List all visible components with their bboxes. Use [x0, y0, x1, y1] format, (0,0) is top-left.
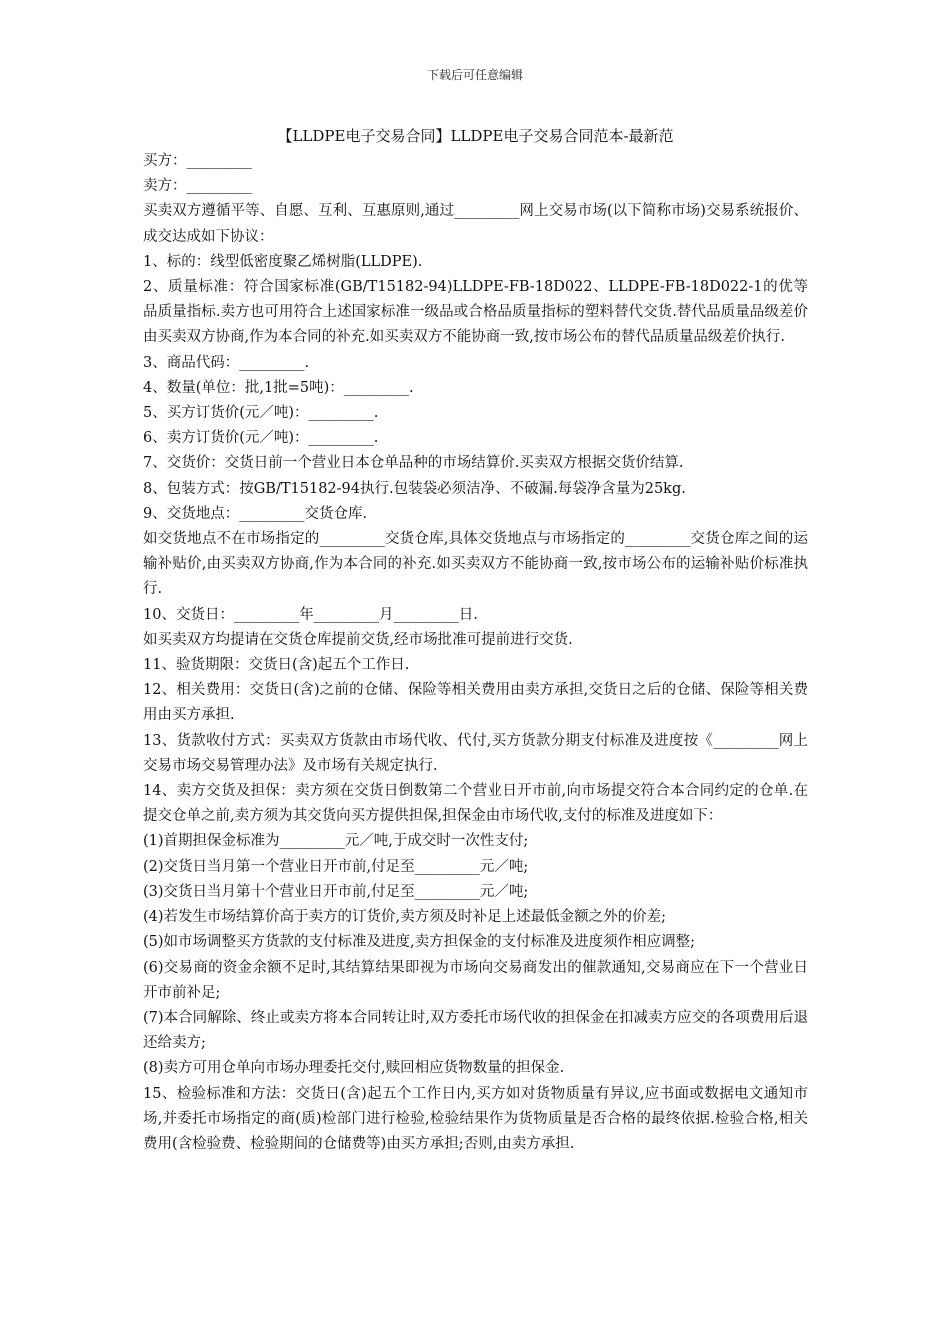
contract-paragraph: (4)若发生市场结算价高于卖方的订货价,卖方须及时补足上述最低金额之外的价差; [143, 909, 667, 926]
contract-paragraph: 卖方：_________ [143, 178, 252, 195]
contract-paragraph: 6、卖方订货价(元／吨)：_________. [143, 430, 379, 447]
contract-paragraph: 12、相关费用：交货日(含)之前的仓储、保险等相关费用由卖方承担,交货日之后的仓储、保险等相关费用由买方承担. [143, 682, 808, 724]
contract-paragraph: (5)如市场调整买方货款的支付标准及进度,卖方担保金的支付标准及进度须作相应调整; [143, 934, 696, 951]
contract-paragraph: 5、买方订货价(元／吨)：_________. [143, 405, 379, 422]
contract-paragraph: 7、交货价：交货日前一个营业日本仓单品种的市场结算价.买卖双方根据交货价结算. [143, 455, 684, 472]
contract-paragraph: (8)卖方可用仓单向市场办理委托交付,赎回相应货物数量的担保金. [143, 1060, 565, 1077]
contract-paragraph: 买方：_________ [143, 153, 252, 169]
contract-paragraph: (3)交货日当月第十个营业日开市前,付足至_________元／吨; [143, 883, 529, 900]
header-note: 下载后可任意编辑 [426, 68, 523, 82]
document-body [143, 149, 808, 1157]
contract-paragraph: 8、包装方式：按GB/T15182-94执行.包装袋必须洁净、不破漏.每袋净含量为25kg. [143, 480, 686, 497]
contract-paragraph: (2)交货日当月第一个营业日开市前,付足至_________元／吨; [143, 858, 529, 875]
contract-paragraph: 买卖双方遵循平等、自愿、互利、互惠原则,通过_________网上交易市场(以下简称市场)交易系统报价、成交达成如下协议： [143, 203, 808, 245]
contract-paragraph: 13、货款收付方式：买卖双方货款由市场代收、代付,买方货款分期支付标准及进度按《_________网上交易市场交易管理办法》及市场有关规定执行. [143, 732, 808, 774]
contract-paragraph: 14、卖方交货及担保：卖方须在交货日倒数第二个营业日开市前,向市场提交符合本合同约定的仓单.在提交仓单之前,卖方须为其交货向买方提供担保,担保金由市场代收,支付的标准及进度如下： [143, 783, 808, 825]
contract-paragraph: 如买卖双方均提请在交货仓库提前交货,经市场批准可提前进行交货. [143, 631, 573, 648]
contract-paragraph: 10、交货日：_________年_________月_________日. [143, 606, 478, 623]
contract-paragraph: 如交货地点不在市场指定的_________交货仓库,具体交货地点与市场指定的_________交货仓库之间的运输补贴价,由买卖双方协商,作为本合同的补充.如买卖双方不能协商一致,按市场公布的运输补贴价标准执行. [143, 531, 808, 598]
contract-paragraph: 1、标的：线型低密度聚乙烯树脂(LLDPE). [143, 253, 423, 270]
contract-paragraph: 4、数量(单位：批,1批=5吨)：_________. [143, 379, 414, 396]
document-title: 【LLDPE电子交易合同】LLDPE电子交易合同范本-最新范 [277, 127, 674, 145]
contract-paragraph: 2、质量标准：符合国家标准(GB/T15182-94)LLDPE-FB-18D022、LLDPE-FB-18D022-1的优等品质量指标.卖方也可用符合上述国家标准一级品或合格品质量指标的塑料替代交货.替代品质量品级差价由买卖双方协商,作为本合同的补充.如买卖双方不能协商一致,按市场公布的替代品质量品级差价执行. [143, 279, 808, 346]
contract-paragraph: (1)首期担保金标准为_________元／吨,于成交时一次性支付; [143, 833, 529, 850]
contract-paragraph: 9、交货地点：_________交货仓库. [143, 505, 368, 522]
contract-paragraph: 15、检验标准和方法：交货日(含)起五个工作日内,买方如对货物质量有异议,应书面或数据电文通知市场,并委托市场指定的商(质)检部门进行检验,检验结果作为货物质量是否合格的最终依据.检验合格,相关费用(含检验费、检验期间的仓储费等)由买方承担;否则,由卖方承担. [143, 1085, 808, 1152]
contract-paragraph: 11、验货期限：交货日(含)起五个工作日. [143, 657, 410, 674]
contract-paragraph: 3、商品代码：_________. [143, 354, 310, 371]
contract-paragraph: (6)交易商的资金余额不足时,其结算结果即视为市场向交易商发出的催款通知,交易商应在下一个营业日开市前补足; [143, 959, 808, 1001]
contract-paragraph: (7)本合同解除、终止或卖方将本合同转让时,双方委托市场代收的担保金在扣减卖方应交的各项费用后退还给卖方; [143, 1009, 808, 1052]
contract-document [143, 124, 808, 1157]
